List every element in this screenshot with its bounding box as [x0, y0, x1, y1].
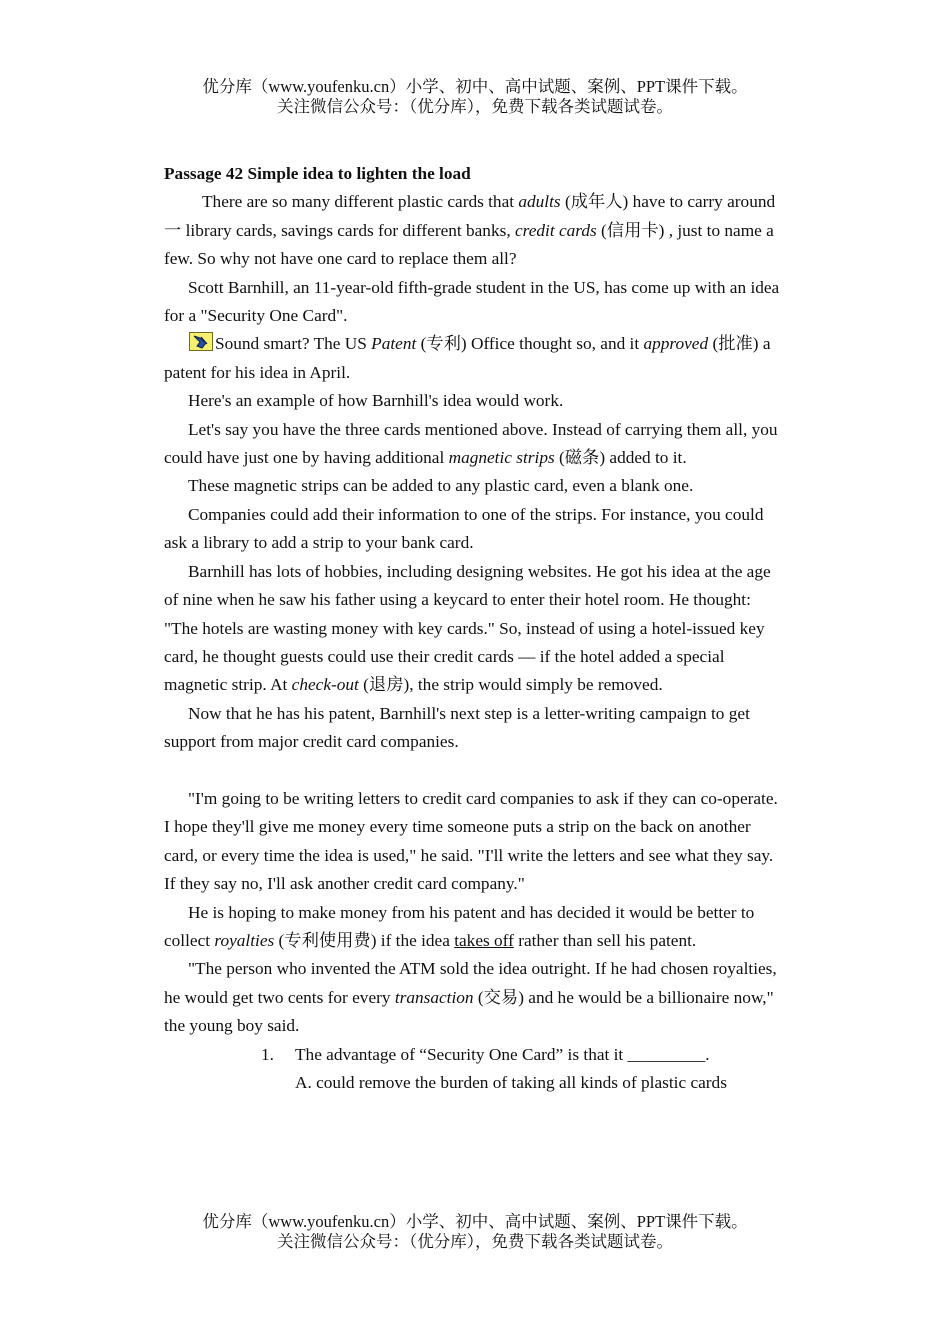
question-text: The advantage of “Security One Card” is that it _________.	[295, 1044, 710, 1064]
page-header	[0, 77, 950, 117]
text-run: (专利) Office thought so, and it	[416, 334, 644, 354]
question-number: 1.	[261, 1044, 274, 1064]
paragraph-12	[164, 955, 786, 1040]
text-run: "The person who invented the ATM sold the idea outright. If he had chosen royalties, he would get two cents for every	[164, 959, 777, 1007]
header-line-2: 关注微信公众号：（优分库），免费下载各类试题试卷。	[277, 97, 673, 116]
paragraph-spacer	[164, 757, 786, 785]
underlined-phrase-takes-off: takes off	[454, 930, 514, 950]
paragraph-1	[164, 188, 786, 273]
text-run: Let's say you have the three cards mentioned above. Instead of carrying them all, you could have just one by having additional	[164, 419, 778, 468]
paragraph-5	[164, 416, 786, 473]
page-footer	[0, 1212, 950, 1252]
text-run: There are so many different plastic cards that	[202, 192, 519, 212]
audio-speaker-icon[interactable]	[189, 332, 213, 351]
footer-line-1: 优分库（www.youfenku.cn）小学、初中、高中试题、案例、PPT课件下载。	[202, 1212, 748, 1231]
question-1-option-a: A. could remove the burden of taking all kinds of plastic cards	[295, 1072, 727, 1092]
term-magnetic-strips: magnetic strips	[448, 448, 555, 468]
paragraph-6: These magnetic strips can be added to any plastic card, even a blank one.	[188, 476, 694, 496]
text-run: (成年人) have to carry around 一 library cards, savings cards for different banks,	[164, 192, 776, 240]
footer-line-2: 关注微信公众号：（优分库），免费下载各类试题试卷。	[277, 1232, 673, 1251]
term-credit-cards: credit cards	[514, 220, 597, 240]
paragraph-10: "I'm going to be writing letters to credit card companies to ask if they can co-operate. I hope they'll give me money every time someone puts a strip on the back on another card, or every time the idea is used," he said. "I'll write the letters and see what they say. If they say no, I'll ask another credit card company."	[164, 788, 778, 894]
text-run: (交易) and he would be a billionaire now," the young boy said.	[164, 987, 774, 1036]
text-run: (信用卡) , just to name a few. So why not have one card to replace them all?	[164, 220, 774, 269]
text-run: He is hoping to make money from his patent and has decided it would be better to collect	[164, 902, 755, 950]
text-run: (批准) a patent for his idea in April.	[164, 334, 771, 382]
question-1	[261, 1041, 786, 1069]
text-run: Sound smart? The US	[215, 334, 372, 354]
paragraph-4: Here's an example of how Barnhill's idea would work.	[188, 391, 564, 411]
text-run: (磁条) added to it.	[554, 448, 687, 468]
term-royalties: royalties	[214, 930, 275, 950]
passage-body	[164, 160, 786, 1097]
paragraph-11	[164, 899, 786, 956]
paragraph-8	[164, 558, 786, 700]
text-run: (专利使用费) if the idea	[274, 930, 455, 950]
text-run: rather than sell his patent.	[513, 930, 697, 950]
paragraph-3	[164, 330, 786, 387]
paragraph-2: Scott Barnhill, an 11-year-old fifth-grade student in the US, has come up with an idea for a "Security One Card".	[164, 277, 780, 326]
paragraph-9: Now that he has his patent, Barnhill's next step is a letter-writing campaign to get support from major credit card companies.	[164, 703, 750, 752]
header-line-1: 优分库（www.youfenku.cn）小学、初中、高中试题、案例、PPT课件下载。	[202, 77, 748, 96]
term-transaction: transaction	[394, 987, 474, 1007]
term-patent: Patent	[371, 334, 417, 354]
paragraph-7: Companies could add their information to one of the strips. For instance, you could ask a library to add a strip to your bank card.	[164, 504, 764, 553]
term-approved: approved	[643, 334, 709, 354]
text-run: Barnhill has lots of hobbies, including designing websites. He got his idea at the age of nine when he saw his father using a keycard to enter their hotel room. He thought: "The hotels are wasting money with key cards." So, instead of using a hotel-issued key card, he thought guests could use their credit cards — if the hotel added a special magnetic strip. At	[164, 561, 771, 695]
text-run: (退房), the strip would simply be removed.	[358, 675, 663, 695]
term-adults: adults	[518, 192, 561, 212]
passage-title: Passage 42 Simple idea to lighten the load	[164, 164, 471, 183]
term-check-out: check-out	[291, 675, 359, 695]
